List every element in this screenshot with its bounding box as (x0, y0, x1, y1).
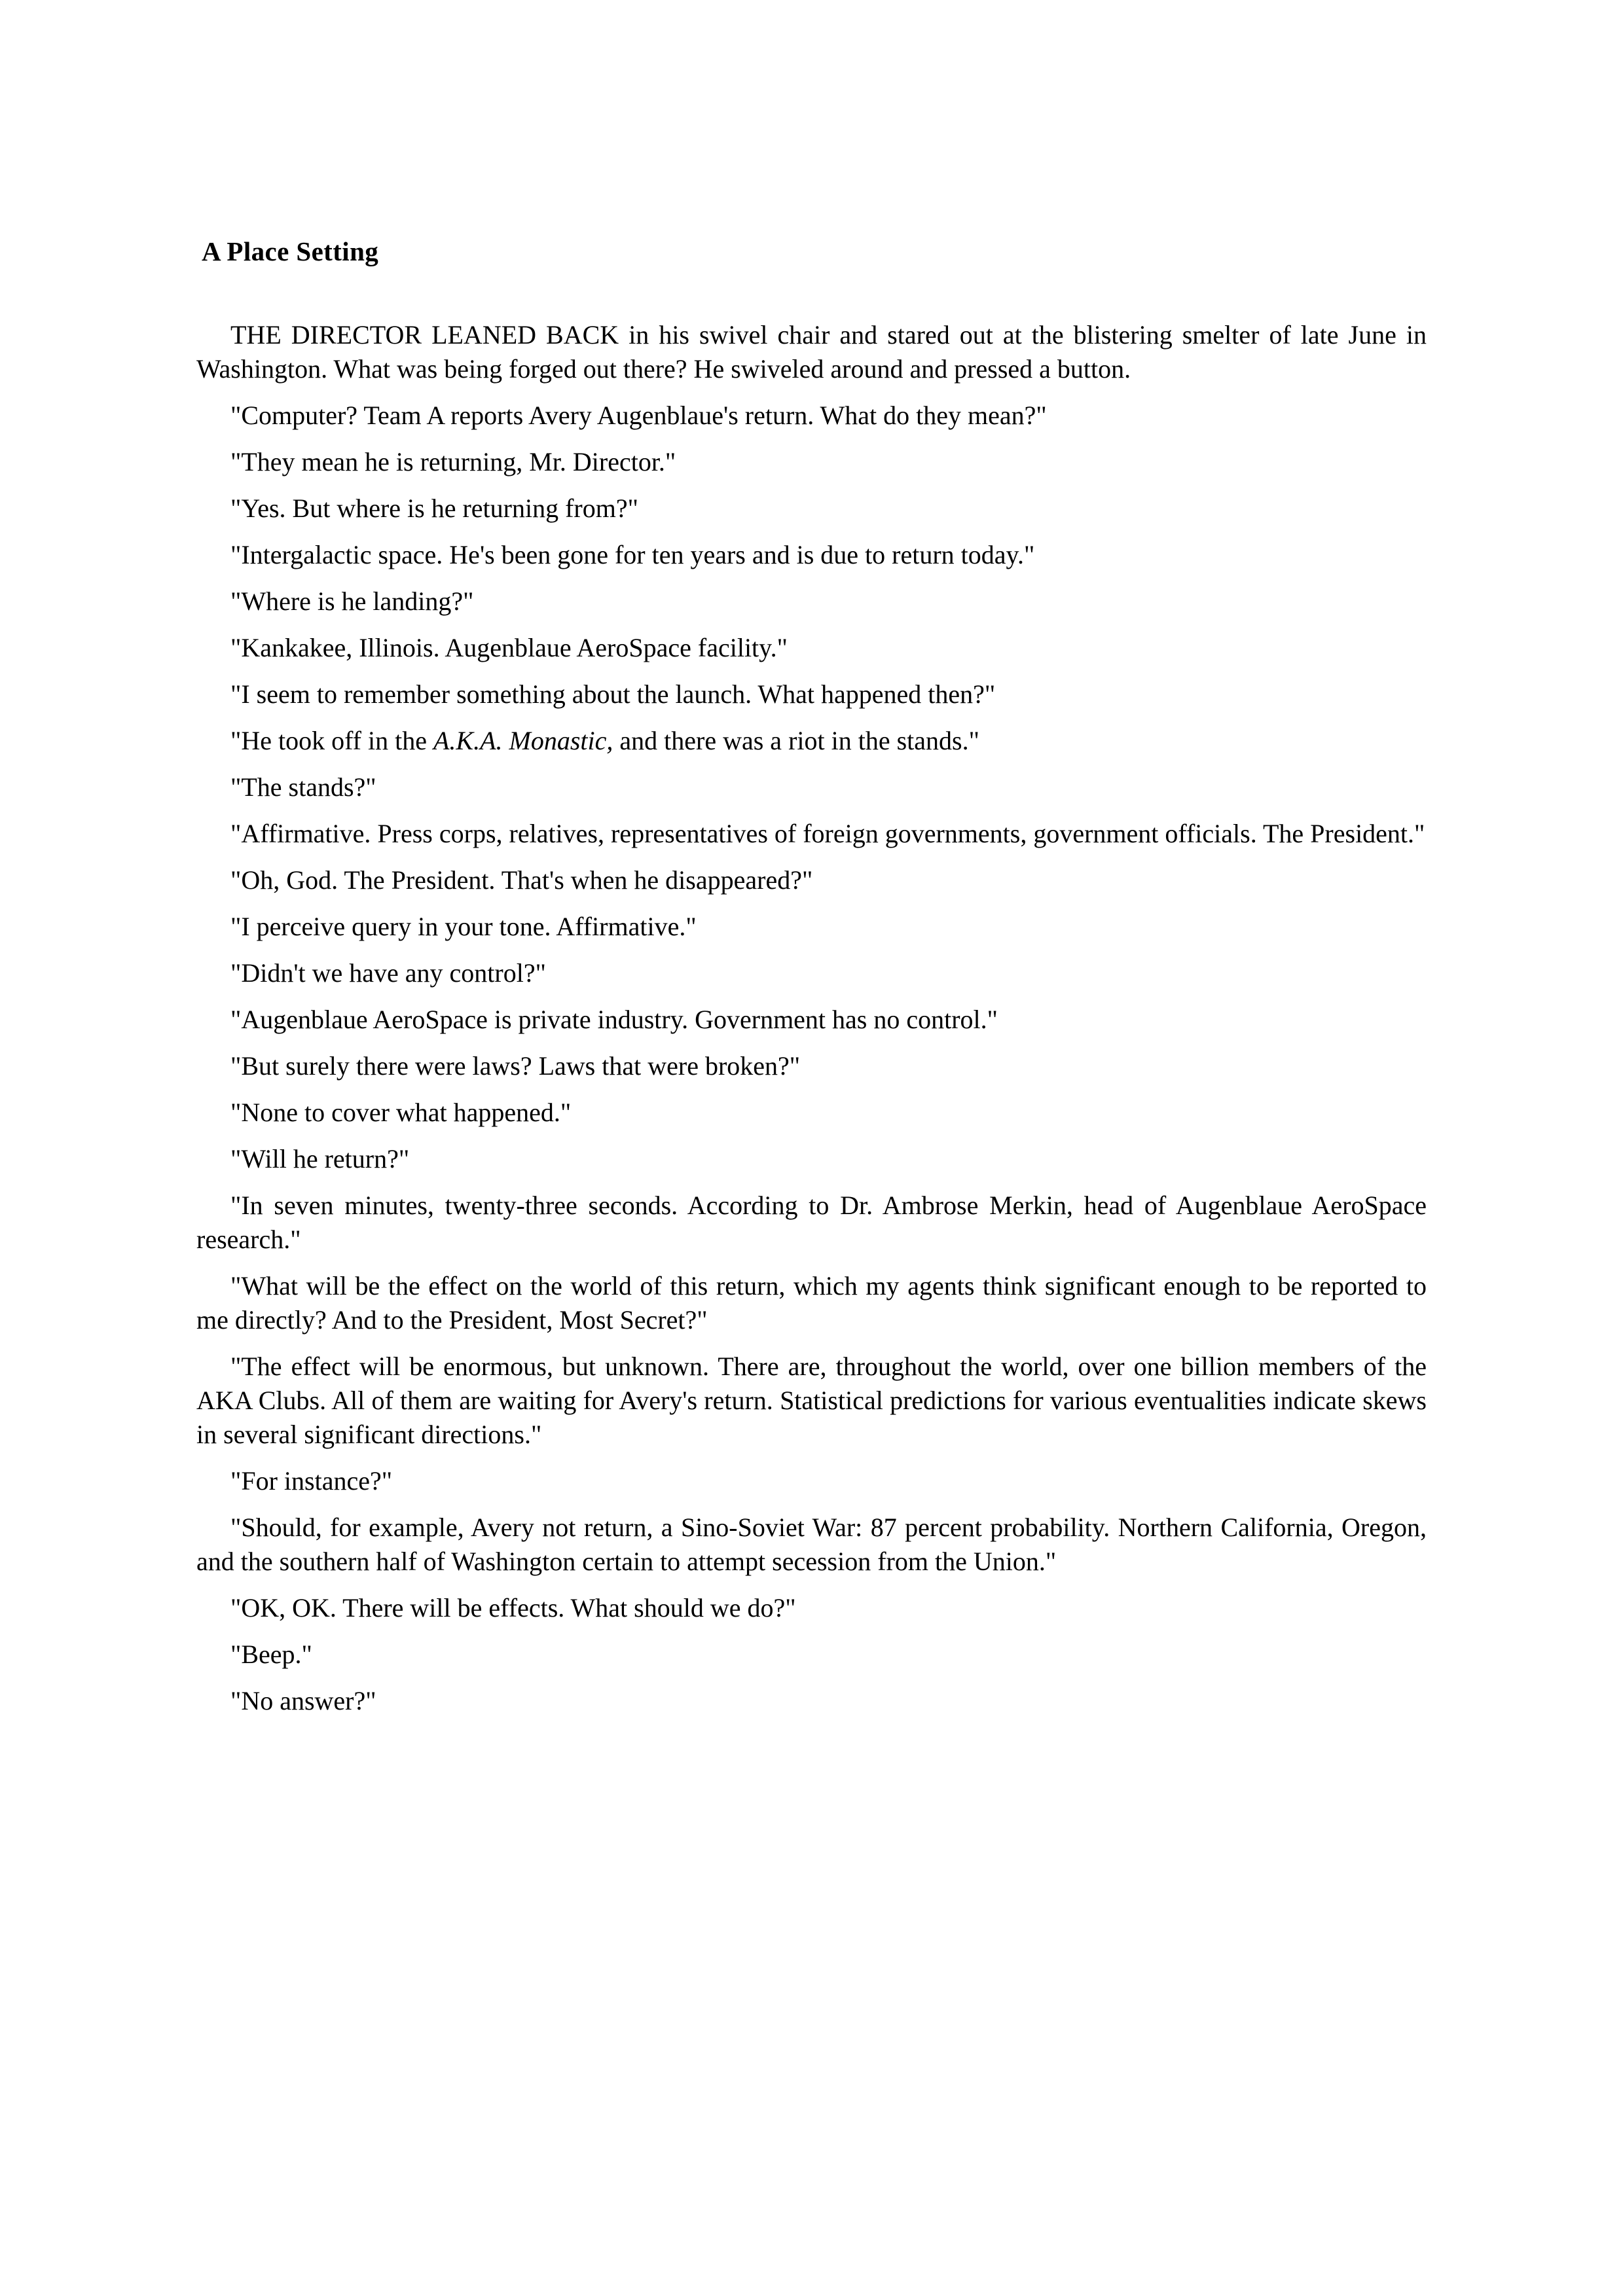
paragraph-dialogue: "What will be the effect on the world of this return, which my agents think significant enough to be reported to me directly? And to the President, Most Secret?" (196, 1271, 1427, 1335)
paragraph-dialogue: "Should, for example, Avery not return, a Sino-Soviet War: 87 percent probability. Northern California, Oregon, and the southern half of Washington certain to attempt secession from the Union." (196, 1513, 1427, 1576)
paragraph-dialogue: "Intergalactic space. He's been gone for ten years and is due to return today." (230, 540, 1035, 569)
paragraph-dialogue: "But surely there were laws? Laws that were broken?" (230, 1051, 801, 1081)
paragraph-dialogue: "I seem to remember something about the launch. What happened then?" (230, 679, 996, 709)
paragraph-dialogue: "They mean he is returning, Mr. Director." (230, 447, 676, 476)
paragraph-dialogue: "I perceive query in your tone. Affirmative." (230, 912, 697, 941)
ship-name-italic: A.K.A. Monastic, (433, 726, 613, 755)
paragraph-dialogue: "Yes. But where is he returning from?" (230, 493, 638, 523)
page-title: A Place Setting (202, 236, 379, 266)
italic-para-after: and there was a riot in the stands." (613, 726, 979, 755)
paragraph-dialogue: "The effect will be enormous, but unknown. There are, throughout the world, over one billion members of the AKA Clubs. All of them are waiting for Avery's return. Statistical predictions for various eventualities indicate skews in several significant directions." (196, 1352, 1427, 1449)
paragraph-dialogue: "Beep." (230, 1640, 312, 1669)
paragraph-dialogue: "For instance?" (230, 1466, 393, 1496)
paragraph-dialogue: "OK, OK. There will be effects. What should we do?" (230, 1593, 796, 1623)
paragraph-dialogue: "Oh, God. The President. That's when he disappeared?" (230, 865, 813, 895)
paragraph-dialogue: "Kankakee, Illinois. Augenblaue AeroSpace facility." (230, 633, 788, 662)
paragraph-dialogue: "Will he return?" (230, 1144, 410, 1174)
paragraph-dialogue: "Affirmative. Press corps, relatives, representatives of foreign governments, government officials. The President." (230, 819, 1425, 848)
paragraph-dialogue: "Where is he landing?" (230, 586, 474, 616)
paragraph-dialogue: "Augenblaue AeroSpace is private industry. Government has no control." (230, 1005, 998, 1034)
paragraph-dialogue: "The stands?" (230, 772, 376, 802)
paragraph-dialogue: "Computer? Team A reports Avery Augenblaue's return. What do they mean?" (230, 401, 1047, 430)
paragraph-dialogue-italic (196, 724, 1427, 758)
paragraph-dialogue: "In seven minutes, twenty-three seconds. According to Dr. Ambrose Merkin, head of Augenblaue AeroSpace research." (196, 1191, 1427, 1254)
paragraph-dialogue: "Didn't we have any control?" (230, 958, 546, 988)
italic-para-before: "He took off in the (230, 726, 433, 755)
paragraph-dialogue: "No answer?" (230, 1686, 376, 1715)
paragraph-dialogue: "None to cover what happened." (230, 1098, 572, 1127)
paragraph-opening: THE DIRECTOR LEANED BACK in his swivel chair and stared out at the blistering smelter of late June in Washington. What was being forged out there? He swiveled around and pressed a button. (196, 320, 1427, 384)
